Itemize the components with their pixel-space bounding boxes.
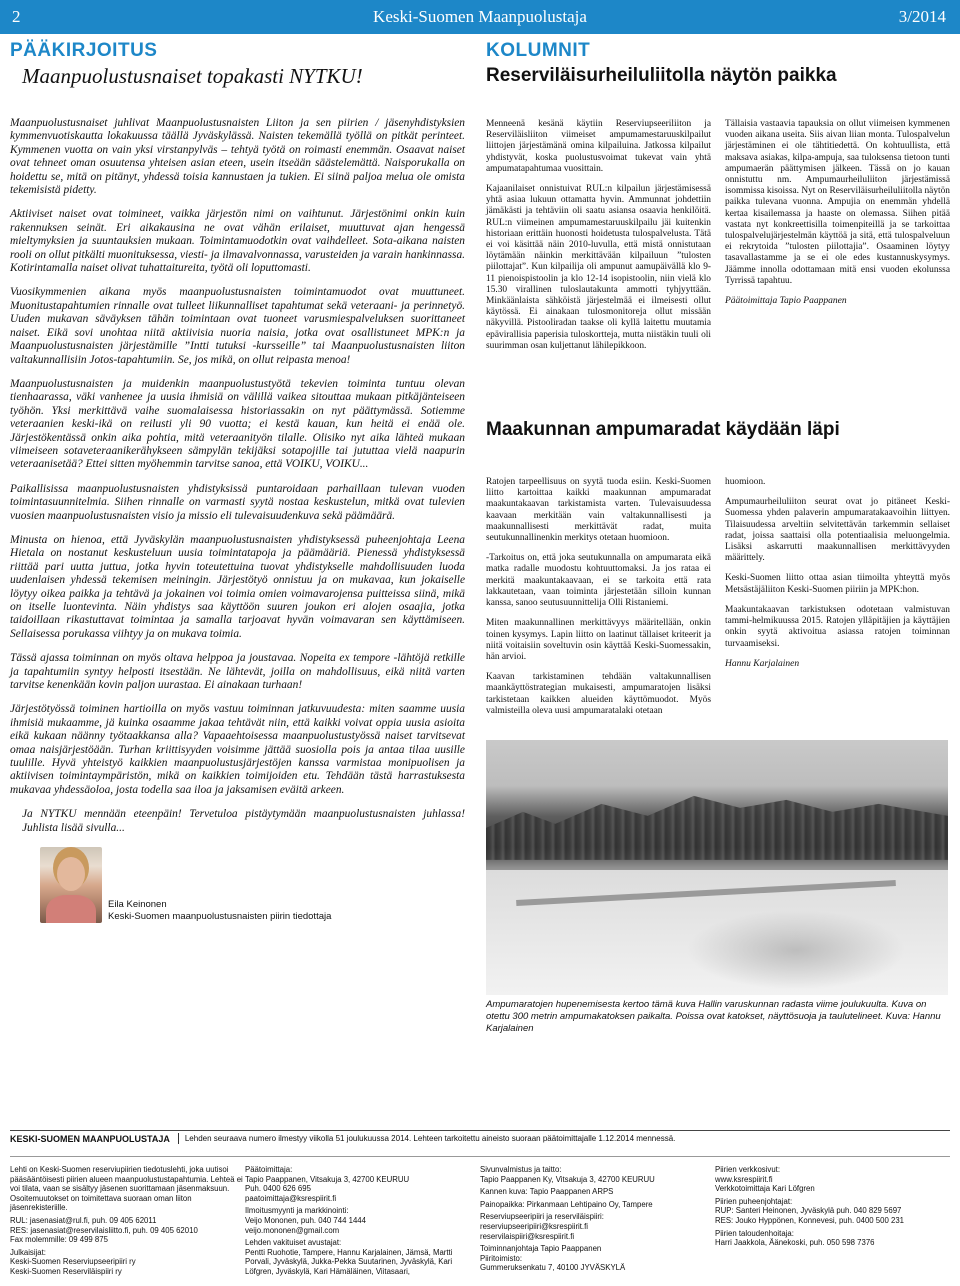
- footer-line: Puh. 0400 626 695: [245, 1184, 311, 1194]
- editorial-kicker: PÄÄKIRJOITUS: [10, 40, 158, 61]
- footer-line: Julkaisijat:: [10, 1247, 46, 1257]
- page-number: 2: [12, 7, 21, 26]
- footer-col-1: [10, 1165, 245, 1280]
- footer-notice: Lehden seuraava numero ilmestyy viikolla 51 joulukuussa 2014. Lehteen tarkoitettu aineisto suoraan päätoimittajalle 1.12.2014 mennessä.: [184, 1134, 676, 1143]
- footer-line: Gummeruksenkatu 7, 40100 JYVÄSKYLÄ: [480, 1263, 626, 1273]
- column-text-right: [725, 119, 950, 361]
- footer-line: Veijo Mononen, puh. 040 744 1444: [245, 1215, 366, 1225]
- footer-line: Piirien taloudenhoitaja:: [715, 1228, 794, 1238]
- editorial-headline: Maanpuolustusnaiset topakasti NYTKU!: [22, 64, 363, 88]
- editorial-paragraph: Vuosikymmenien aikana myös maanpuolustusnaisten toimintamuodot ovat muuttuneet. Muonitustapahtumien rinnalle ovat tulleet liikunnalliset tapahtumat sekä veteraani- ja perinnetyö. Uuden mukavan säväyksen tähän toimintaan ovat tuoneet varusmiespalveluksen suorittaneet naiset. Eikä sovi unohtaa niitä aktiivisia nuoria naisia, jotka ovat osallistuneet MPK:n ja Maanpuolustusnaisten järjestämille ”Intti tutuksi -kursseille” tai Maanpuolustusnaisten liiton valtakunnallisiin Jotos-tapahtumiin. Se, jos mikä, on ollut reipasta menoa!: [10, 286, 465, 366]
- footer-line: RES: jasenasiat@reservilaisliitto.fi, puh. 09 405 62010: [10, 1225, 198, 1235]
- right-column: [486, 40, 950, 1035]
- footer-line: Pentti Ruohotie, Tampere, Hannu Karjalainen, Jämsä, Martti Porvali, Jyväskylä, Jukka-Pekka Suutarinen, Jyväskylä, Kari Löfgren, Jyväskylä, Kari Hämäläinen, Viitasaari,: [245, 1247, 453, 1276]
- shooting-range-photo: [486, 740, 948, 995]
- footer-col-2: [245, 1165, 480, 1280]
- column-byline: Päätoimittaja Tapio Paappanen: [725, 296, 847, 307]
- article-paragraph: Maakuntakaavan tarkistuksen odotetaan valmistuvan tammi-helmikuussa 2015. Ratojen ylläpitäjien ja käyttäjien onkin syytä aktivoitua asiassa ratojen toiminnan turvaamiseksi.: [725, 604, 950, 649]
- footer-line: Lehti on Keski-Suomen reserviupiirien tiedotuslehti, joka uutisoi pääsääntöisesti piirien alueen maanpuolustustapahtumia. Lehteä ei voi tilata, vaan se sisältyy jäsenen suorittamaan jäsenmaksuun. Osoitemuutokset on toimitettava suoraan oman liiton jäsenrekisteriille.: [10, 1165, 243, 1213]
- footer-line: Verkkotoimittaja Kari Löfgren: [715, 1184, 815, 1194]
- author-title: Keski-Suomen maanpuolustusnaisten piirin tiedottaja: [108, 911, 332, 923]
- footer-columns: [10, 1156, 950, 1280]
- article-text-left: [486, 477, 711, 726]
- footer-email-link[interactable]: veijo.mononen@gmail.com: [245, 1225, 340, 1235]
- footer-line: Piirien verkkosivut:: [715, 1165, 780, 1174]
- article-byline: Hannu Karjalainen: [725, 658, 800, 669]
- editorial-closing: Ja NYTKU mennään eteenpäin! Tervetuloa pistäytymään maanpuolustusnaisten juhlassa! Juhlista lisää sivulla...: [22, 808, 465, 834]
- column-headline: Reserviläisurheiluliitolla näytön paikka: [486, 65, 837, 86]
- article-paragraph: Miten maakunnallinen merkittävyys määritellään, onkin toinen kysymys. Lapin liitto on laatinut tällaiset kriteerit ja niitä voitaisiin soveltuvin osin käyttää Keski-Suomessakin, hän arvioi.: [486, 618, 711, 662]
- article-paragraph: Ampumaurheiluliiton seurat ovat jo pitäneet Keski-Suomessa yhden palaverin ampumaratakaavoihin liittyen. Tilaisuudessa arveltiin selvitettävän tarkemmin sellaiset radat, joissa saattaisi olla potentiaalisia meluongelmia. Lisäksi askarrutti maakunnallisen merkittävyyden määrittely.: [725, 497, 950, 564]
- editorial-paragraph: Maanpuolustusnaisten ja muidenkin maanpuolustustyötä tekevien toiminta tuntuu olevan tienhaarassa, väki vanhenee ja uusia ihmisiä on välillä vaikea sitouttaa mukaan pitkäjänteiseen työhön. Yksi merkittävä vaihe suomalaisessa historiassakin on nyt päättymässä. Sotiemme veteraanien keski-ikä on reilusti yli 90 vuotta; ei kestä kauan, kun heitä ei enää ole. Järjestökentässä onkin aika pohtia, mitä veteraanityön tilalle. Olisiko nyt aika lähteä mukaan viimeiseen sotaveteraanikerähykseen sämpylän tekijäksi sotapojille tai jututtaa vielä naapurin veteraanisetää? Ettei sitten myöhemmin tarvitse sanoa, että VOIKU, VOIKU...: [10, 377, 465, 471]
- footer-separator: [178, 1133, 179, 1144]
- footer-band: [10, 1130, 950, 1146]
- author-caption: [108, 899, 331, 923]
- issue-number: 3/2014: [898, 7, 946, 26]
- editorial-paragraph: Aktiiviset naiset ovat toimineet, vaikka järjestön nimi on vaihtunut. Järjestönimi onkin kuin rakennuksen seinät. Eri aikakausina ne ovat vähän erilaiset, muuttuvat ajan hengessä mieltymyksien ja suuntauksien mukaan. Toimintamuodotkin ovat vaihdelleet. Sota-aikana naisten rooli on ollut pitkälti muonituksessa, viesti- ja ilmavalvonnassa, varusteiden ja varain hankinnassa. Kotirintamalla naiset olivat tuhattaitureita, työtä oli loputtomasti.: [10, 208, 465, 275]
- footer-line: RES: Jouko Hyppönen, Konnevesi, puh. 0400 500 231: [715, 1215, 904, 1225]
- footer-line: Toiminnanjohtaja Tapio Paappanen: [480, 1244, 602, 1254]
- author-name: Eila Keinonen: [108, 899, 167, 911]
- footer-line: Reserviupseeripiiri ja reserviläispiiri:: [480, 1212, 604, 1222]
- column-paragraph: Tällaisia vastaavia tapauksia on ollut viimeisen kymmenen vuoden aikana useita. Siis aivan liian monta. Tulospalvelun järjestäminen ei ole tähtitiedettä. On kohtuullista, että maksava asiakas, kilpa-ampuja, saa tuloksensa tietoon tunti ampumaerän päättymisen jälkeen. Tässä on jo kauan onnistuttu nm. Ampumaurheiluliiton järjestämissä isommissa kisoissa. Nyt on Reserviläisurheiluliitolla näytön paikka tulevana vuonna. Ampujia on enemmän yhdellä kertaa kisailemassa ja haaste on olemassa. Siihen pitää vastata nyt konkreettisilla toimenpiteillä ja se tarkoittaa tulospalvelujärjestelmän käyttöä ja sitä, että tulospalveluun ei rekrytoida ”tulosten piilottajia”. Osaaminen löytyy tasavallastamme ja se ei ole edes kustannuskysymys. Jäämme innolla odottamaan mitä ensi vuoden ekolunssa Tyrrissä tapahtuu.: [725, 119, 950, 286]
- publication-title: Keski-Suomen Maanpuolustaja: [373, 7, 587, 26]
- footer-line: Piirien puheenjohtajat:: [715, 1196, 793, 1206]
- footer-website-link[interactable]: www.ksrespiirit.fi: [715, 1174, 773, 1184]
- editorial-column: [10, 40, 465, 923]
- footer-line: Keski-Suomen Reserviupseeripiiri ry: [10, 1257, 136, 1267]
- article-paragraph: Ratojen tarpeellisuus on syytä tuoda esiin. Keski-Suomen liitto kartoittaa kaikki maakunnan ampumaradat maakuntakaavan tarkistamista varten. Tulevaisuudessa kaavaan merkitään vain valtakunnallisesti ja maakunnallisesti merkittävät radat, muita seutukunnallinenkin merkitys otetaan huomioon.: [486, 477, 711, 544]
- editorial-paragraph: Paikallisissa maanpuolustusnaisten yhdistyksissä puntaroidaan parhaillaan tulevan vuoden toimintasuunnitelmia. Siihen rinnalle on varmasti syytä nostaa keskustelun, mitkä ovat tulevien vuosien maanpuolustusnaisten visio ja missio eli tulevaisuudenkuva sekä päämäärä.: [10, 482, 465, 522]
- column-paragraph: Kajaanilaiset onnistuivat RUL:n kilpailun järjestämisessä yhtä asiaa lukuun ottamatta hyvin. Ammunnat johdettiin jämäkästi ja tehtäviin oli saatu asiansa osaavia henkilöitä. RUL:n viimeinen ampumamestaruuskilpailu jäi kuitenkin historiaan erittäin huonosti hoidetusta tulospalvelusta. Tätä ei voi käsittää näin 2010-luvulla, että mistä onnistutaan löytämään näinkin merkittävään kilpailuun ”tulosten piilottajat”. Kun kilpailija oli ampunut aamupäivällä klo 9-11 pienoispistoolin ja klo 12-14 isopistoolin, niin vielä klo 15.30 virallinen tuloslautakunta ammotti tyhjyyttään. Minkäänlaista sähköistä järjestelmää ei ilmeisesti ollut käytössä. Ei ainakaan tulosmonitoreja ollut missään näkyvillä. Pistooliradan taakse oli kyllä laitettu muutamia epävirallisia paperisia tuloskortteja, mutta niistäkin tuuli oli suurimman osan kuljettanut lähilepikkoon.: [486, 184, 711, 351]
- footer-line: Painopaikka: Pirkanmaan Lehtipaino Oy, Tampere: [480, 1199, 653, 1209]
- footer-line: Harri Jaakkola, Äänekoski, puh. 050 598 7376: [715, 1238, 875, 1248]
- footer-email-link[interactable]: reserviupseeripiiri@ksrespiirit.fi: [480, 1221, 588, 1231]
- footer-line: Ilmoitusmyynti ja markkinointi:: [245, 1206, 349, 1216]
- article-paragraph: Kaavan tarkistaminen tehdään valtakunnallisen maankäyttöstrategian mukaisesti, ampumaratojen lisäksi tarkistetaan kaikken alueiden käyttömuodot. Myös valmisteilla oleva uusi ampumaratalaki otetaan: [486, 672, 711, 716]
- footer-line: Sivunvalmistus ja taitto:: [480, 1165, 562, 1174]
- footer-line: RUL: jasenasiat@rul.fi, puh. 09 405 62011: [10, 1215, 157, 1225]
- footer-line: Lehden vakituiset avustajat:: [245, 1238, 342, 1248]
- photo-caption: Ampumaratojen hupenemisesta kertoo tämä kuva Hallin varuskunnan radasta viime joulukuulta. Kuva on otettu 300 metrin ampumakatoksen paikalta. Poissa ovat katokset, näyttösuoja ja taulutelineet. Kuva: Hannu Karjalainen: [486, 998, 941, 1034]
- editorial-paragraph: Minusta on hienoa, että Jyväskylän maanpuolustusnaisten yhdistyksessä puheenjohtaja Leena Hietala on nostanut keskusteluun uusia toimintatapoja ja päämääriä. Pienessä yhdistyksessä riittää pari uutta juttua, jotka hyvin toteutettuina tuovat yhdistykselle mahdollisuuden luoda uudenlaisen yhdessä tekemisen meiningin. Järjestötyö onnistuu ja on mukavaa, kun jokaiselle löytyy oikea paikka ja tehtävä ja jokainen voi toimia omien voimavarojensa puitteissa siinä, mikä on itselle luontevinta. Näin yhdistys saa käyttöön suuren joukon eri alojen osaajia, jotka taidoillaan rikastuttavat toimintaa ja samalla tarjoavat hyvän voimavaran sen käyttämiseen. Sellaisessa porukassa viihtyy ja on mukava toimia.: [10, 533, 465, 640]
- column-paragraph: Menneenä kesänä käytiin Reserviupseeriliiton ja Reserviläisliiton viimeiset ampumamestaruuskilpailut liittojen järjestämänä omina kilpailuina. Jatkossa kilpailut yhdistyvät, koska puolustusvoimat tukevat vain yhtä ampumatapahtumaa vuosittain.: [486, 119, 711, 174]
- article-text-right: [725, 477, 950, 726]
- footer-col-3: [480, 1165, 715, 1280]
- footer-line: Tapio Paappanen Ky, Vitsakuja 3, 42700 KEURUU: [480, 1174, 655, 1184]
- footer-line: Kannen kuva: Tapio Paappanen ARPS: [480, 1187, 614, 1197]
- editorial-paragraph: Järjestötyössä toiminen hartioilla on myös vastuu toiminnan jatkuvuudesta: miten saamme uusia ihmisiä mukaamme, jä kuinka osaamme jakaa tehtävät niin, että kaikki voivat oppia uusia asioita eikä kukaan näänny työtaakkansa alla? Vapaaehtoisessa maanpuolustustyössä naiset tarvitsevat omaa naisjärjestöään. Turhan kriittisyyden voisimme jättää suosiolla pois ja antaa tilaa uusille tuulille. Hyvä yhteistyö kaikkien maanpuolustusjärjestöjen kanssa varmistaa monipuolisen ja aktiivisen toimintaympäristön, mikä on kaikkien toimijoiden etu. Tehdään tästä harrastuksesta mukavaa yhdessäoloa, josta todella saa iloa ja jaksamisen eväitä arkeen.: [10, 703, 465, 796]
- footer-line: RUP: Santeri Heinonen, Jyväskylä puh. 040 829 5697: [715, 1206, 902, 1216]
- footer: [0, 1130, 960, 1286]
- article-paragraph: Keski-Suomen liitto ottaa asian tiimoilta yhteyttä myös Metsästäjäliiton Keski-Suomen piiriin ja MPK:hon.: [725, 573, 950, 595]
- article-paragraph: -Tarkoitus on, että joka seutukunnalla on ampumarata eikä matka radalle muodostu kohtuuttomaksi. Ja jos rataa ei merkitä maakuntakaavaan, ei se tarkoita että rata lakkautetaan, vaan toiminta järjestetään silloin kunnan kanssa, sanoo seutusuunnittelija Olli Ristaniemi.: [486, 553, 711, 609]
- footer-line: Piiritoimisto:: [480, 1253, 523, 1263]
- footer-col-4: [715, 1165, 950, 1280]
- masthead: [0, 0, 960, 34]
- editorial-paragraph: Maanpuolustusnaiset juhlivat Maanpuolustusnaisten Liiton ja sen piirien / jäsenyhdistyksien kymmenvuotiskautta lokakuussa täällä Jyväskylässä. Naisten tekemällä työllä on pitkät perinteet. Kymmenen vuotta on vain yksi virstanpylväs – tehtyä työtä on roimasti enemmän. Osaavat naiset ovat tehneet oman osuutensa yhteisen asian eteen, usein itseään säästelemättä. Naisporukalla on hoidettu se, mitä on pitänyt, yhdessä toisia kannustaen ja tukien. Ei siinä paljoa melua ole omista tekemisistä pidetty.: [10, 117, 465, 197]
- footer-line: Päätoimittaja:: [245, 1165, 293, 1174]
- photo-snowfield: [486, 870, 948, 995]
- author-signature: [10, 847, 465, 923]
- footer-email-link[interactable]: paatoimittaja@ksrespiirit.fi: [245, 1193, 337, 1203]
- footer-line: Tapio Paappanen, Vitsakuja 3, 42700 KEURUU: [245, 1174, 410, 1184]
- footer-email-link[interactable]: reservilaispiiri@ksrespiirit.fi: [480, 1231, 575, 1241]
- author-photo: [40, 847, 102, 923]
- editorial-body: [10, 117, 465, 835]
- column-body: [486, 119, 950, 361]
- column-text-left: [486, 119, 711, 361]
- footer-line: Fax molemmille: 09 499 875: [10, 1235, 108, 1245]
- photo-treeline: [486, 780, 948, 860]
- article-headline: Maakunnan ampumaradat käydään läpi: [486, 419, 840, 441]
- editorial-paragraph: Tässä ajassa toiminnan on myös oltava helppoa ja joustavaa. Nopeita ex tempore -lähtöjä retkille ja tapahtumiin syntyy helposti itsestään. Ne lähtevät, joilla on mahdollisuus, eikä niitä varten tarvitse kenenkään kovin paljon uurastaa. Ei ainakaan turhaan!: [10, 652, 465, 692]
- article-paragraph: huomioon.: [725, 477, 766, 488]
- footer-line: Keski-Suomen Reserviläispiiri ry: [10, 1266, 122, 1276]
- footer-title: KESKI-SUOMEN MAANPUOLUSTAJA: [10, 1133, 170, 1144]
- article-body: [486, 477, 950, 726]
- column-kicker: KOLUMNIT: [486, 40, 591, 61]
